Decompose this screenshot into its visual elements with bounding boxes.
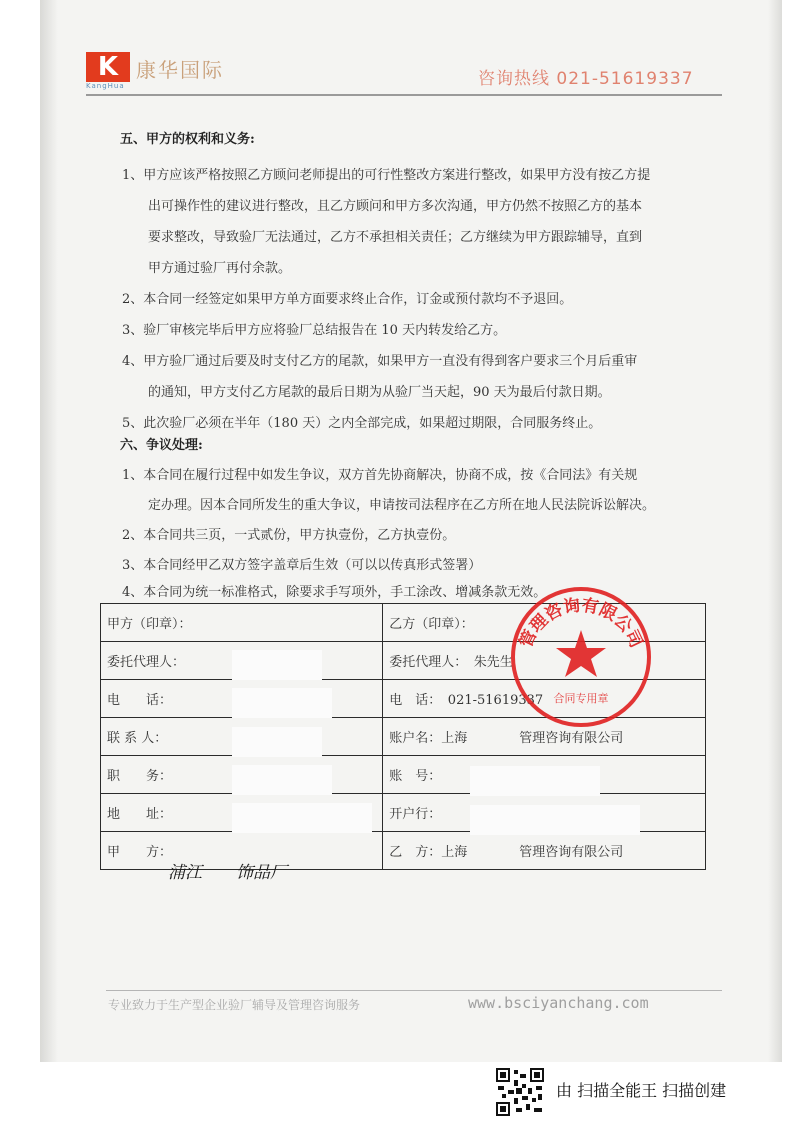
section-5-line: 甲方通过验厂再付余款。 [148,261,292,276]
section-5-line: 5、此次验厂必须在半年（180 天）之内全部完成，如果超过期限，合同服务终止。 [122,416,602,431]
section-6-line: 定办理。因本合同所发生的重大争议，申请按司法程序在乙方所在地人民法院诉讼解决。 [148,498,656,513]
section-6-line: 3、本合同经甲乙双方签字盖章后生效（可以以传真形式签署） [122,558,482,573]
seal-star-icon [556,630,606,677]
party-a-seal-label: 甲方（印章）： [101,604,383,642]
scanner-watermark: 由 扫描全能王 扫描创建 [556,1081,727,1100]
redacted-area [232,650,322,680]
party-b-seal-label: 乙方（印章）： [383,604,706,642]
company-logo [86,52,306,90]
redacted-area [232,727,322,757]
party-b-account-number-label: 账 号： [383,756,706,794]
redacted-area [232,765,332,795]
section-5-title: 五、甲方的权利和义务: [120,132,255,147]
party-a-agent-label: 委托代理人： [101,642,383,680]
logo-name: 康华国际 [136,58,224,82]
section-6-line: 2、本合同共三页，一式贰份，甲方执壹份，乙方执壹份。 [122,528,456,543]
seal-text: 管理咨询有限公司 [515,595,647,651]
redacted-area [470,766,600,796]
party-a-handwriting: 浦江 饰品厂 [168,863,287,883]
section-6-line: 4、本合同为统一标准格式，除要求手写项外，手工涂改、增减条款无效。 [122,585,547,600]
redacted-area [232,803,372,833]
section-6-title: 六、争议处理: [120,438,203,453]
section-5-line: 3、验厂审核完毕后甲方应将验厂总结报告在 10 天内转发给乙方。 [122,323,507,338]
section-5-line: 4、甲方验厂通过后要及时支付乙方的尾款，如果甲方一直没有得到客户要求三个月后重审 [122,354,638,369]
section-5-line: 1、甲方应该严格按照乙方顾问老师提出的可行性整改方案进行整改，如果甲方没有按乙方提 [122,168,651,183]
hotline: 咨询热线 021-51619337 [478,69,694,89]
party-b-account-name: 账户名：上海 管理咨询有限公司 [383,718,706,756]
company-seal [506,582,656,732]
footer-divider [106,990,722,991]
party-a-phone-label: 电 话： [101,680,383,718]
qr-code-icon [496,1068,544,1116]
section-5-line: 的通知，甲方支付乙方尾款的最后日期为从验厂当天起，90 天为最后付款日期。 [148,385,611,400]
redacted-area [470,805,640,835]
logo-sub: KangHua [86,82,125,90]
party-b-signature-label: 乙 方：上海 管理咨询有限公司 [383,832,706,870]
party-a-signature-label: 甲 方： [101,832,383,870]
section-5-line: 2、本合同一经签定如果甲方单方面要求终止合作，订金或预付款均不予退回。 [122,292,573,307]
party-b-phone-label: 电 话： 021-51619337 [383,680,706,718]
section-6-line: 1、本合同在履行过程中如发生争议，双方首先协商解决，协商不成，按《合同法》有关规 [122,468,638,483]
table-row [101,756,706,794]
section-5-line: 出可操作性的建议进行整改，且乙方顾问和甲方多次沟通，甲方仍然不按照乙方的基本 [148,199,643,214]
logo-mark: K [86,52,130,82]
header-divider [86,94,722,96]
party-b-agent-label: 委托代理人： 朱先生 [383,642,706,680]
party-a-address-label: 地 址： [101,794,383,832]
footer-website: www.bsciyanchang.com [468,994,649,1012]
footer-slogan: 专业致力于生产型企业验厂辅导及管理咨询服务 [108,998,361,1012]
party-a-position-label: 职 务： [101,756,383,794]
redacted-area [232,688,332,718]
section-5-line: 要求整改，导致验厂无法通过，乙方不承担相关责任；乙方继续为甲方跟踪辅导，直到 [148,230,643,245]
party-b-bank-label: 开户行： [383,794,706,832]
party-a-contact-label: 联 系 人： [101,718,383,756]
seal-bottom-text: 合同专用章 [553,692,609,705]
